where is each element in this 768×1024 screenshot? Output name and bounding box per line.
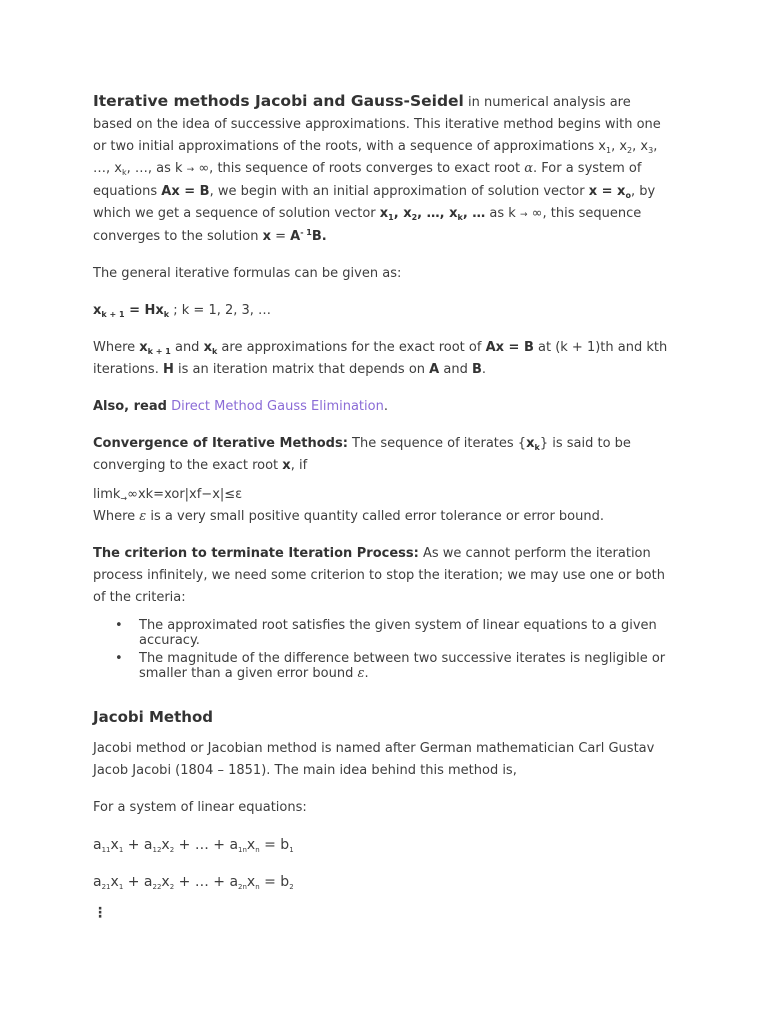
list-item: • The magnitude of the difference between two successive iterates is negligible or smaller than a given error bound ε. (115, 651, 666, 681)
equation-1: $a_{11}x_1 + a_{12}x_2$ + … + $a_{1n}x_n = b_1$ (93, 837, 294, 854)
where-paragraph: Where $x_{k + 1}$ and $x_k$ are approximations for the exact root of Ax = B at (k + 1)th and kth iterations. H is an iteration matrix that depends on A and B. (93, 340, 668, 377)
jacobi-heading: Jacobi Method (93, 708, 213, 726)
system-intro: For a system of linear equations: (93, 800, 307, 815)
criteria-list (93, 618, 673, 681)
convergence-limit: limk$_\to$∞xk=xor|xf−x|≤ε (93, 487, 243, 503)
error-tolerance: Where ε is a very small positive quantity called error tolerance or error bound. (93, 509, 605, 524)
general-formula: $x_{k + 1} = Hx_k$ ; k = 1, 2, 3, … (93, 303, 272, 319)
article-title: Iterative methods Jacobi and Gauss-Seidel (93, 92, 464, 110)
convergence-paragraph: Convergence of Iterative Methods: The sequence of iterates $\{x_k\}$ is said to be converging to the exact root x, if (93, 436, 631, 473)
intro-paragraph: Iterative methods Jacobi and Gauss-Seidel in numerical analysis are based on the idea of successive approximations. This iterative method begins with one or two initial approximations of the roots, with a sequence of approximations $x_1$, $x_2$, $x_3$, …, $x_k$, …, as k → ∞, this sequence of roots converges to exact root α. For a system of equations Ax = B, we begin with an initial approximation of solution vector $x = x_o$, by which we get a sequence of solution vector $x_1$, $x_2$, …, $x_k$, … as k → ∞, this sequence converges to the solution $x = A^{- 1}B$. (93, 92, 661, 244)
jacobi-paragraph: Jacobi method or Jacobian method is named after German mathematician Carl Gustav Jacob Jacobi (1804 – 1851). The main idea behind this method is, (93, 741, 655, 778)
criterion-paragraph: The criterion to terminate Iteration Process: As we cannot perform the iteration process infinitely, we need some criterion to stop the iteration; we may use one or both of the criteria: (93, 546, 665, 605)
also-read: Also, read Direct Method Gauss Elimination. (93, 399, 388, 414)
list-item: • The approximated root satisfies the given system of linear equations to a given accuracy. (115, 618, 657, 648)
article-body (93, 90, 673, 921)
general-formula-intro: The general iterative formulas can be given as: (93, 266, 402, 281)
equation-2: $a_{21}x_1 + a_{22}x_2$ + … + $a_{2n}x_n = b_2$ (93, 874, 294, 891)
vertical-ellipsis: ⋮ (93, 905, 107, 921)
gauss-elimination-link[interactable]: Direct Method Gauss Elimination (171, 399, 384, 414)
